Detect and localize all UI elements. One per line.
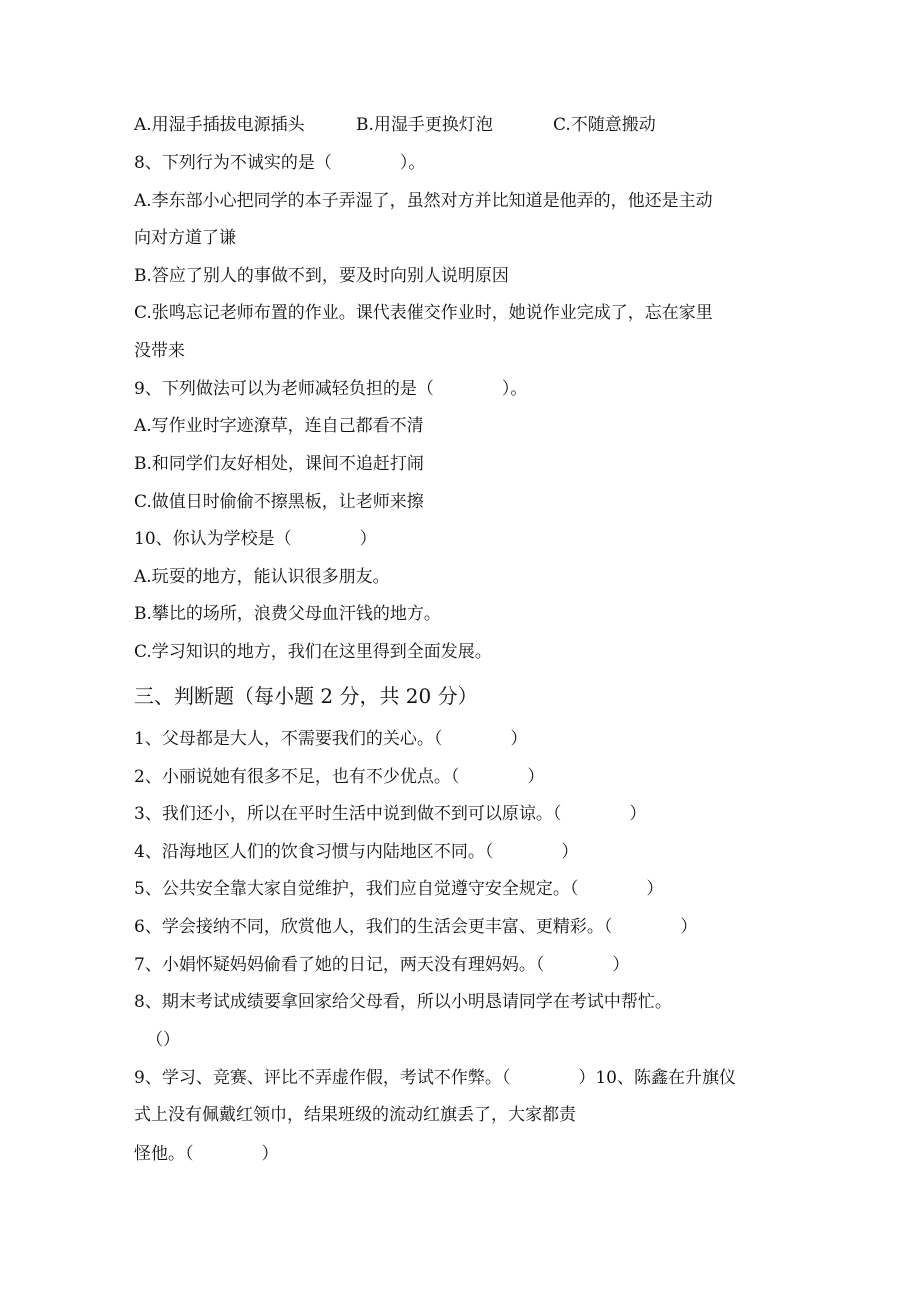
- q10-option-c: C.学习知识的地方，我们在这里得到全面发展。: [134, 642, 492, 662]
- judge-9-and-10-line1: 9、学习、竞赛、评比不弄虚作假，考试不作弊。（ ）10、陈鑫在升旗仪: [134, 1068, 736, 1088]
- q7-option-a: A.用湿手插拔电源插头: [134, 115, 305, 135]
- judge-6: 6、学会接纳不同，欣赏他人，我们的生活会更丰富、更精彩。（ ）: [134, 917, 698, 937]
- section-3-heading: 三、判断题（每小题 2 分，共 20 分）: [134, 684, 478, 708]
- judge-1: 1、父母都是大人，不需要我们的关心。（ ）: [134, 729, 528, 749]
- q9-option-b: B.和同学们友好相处，课间不追赶打闹: [134, 454, 424, 474]
- q7-option-b: B.用湿手更换灯泡: [356, 115, 493, 135]
- q9-option-c: C.做值日时偷偷不擦黑板，让老师来擦: [134, 492, 424, 512]
- judge-3: 3、我们还小，所以在平时生活中说到做不到可以原谅。（ ）: [134, 804, 647, 824]
- q7-option-c: C.不随意搬动: [553, 115, 656, 135]
- q10-option-a: A.玩耍的地方，能认识很多朋友。: [134, 567, 390, 587]
- q9-option-a: A.写作业时字迹潦草，连自己都看不清: [134, 416, 424, 436]
- judge-10-line3: 怪他。（ ）: [134, 1144, 279, 1164]
- q8-option-c-line2: 没带来: [134, 341, 185, 361]
- question-10: 10、你认为学校是（ ）: [134, 529, 377, 549]
- q8-option-a-line1: A.李东部小心把同学的本子弄湿了，虽然对方并比知道是他弄的，他还是主动: [134, 191, 713, 211]
- judge-4: 4、沿海地区人们的饮食习惯与内陆地区不同。（ ）: [134, 842, 579, 862]
- judge-8-blank: （）: [146, 1030, 180, 1050]
- q10-option-b: B.攀比的场所，浪费父母血汗钱的地方。: [134, 604, 441, 624]
- question-8: 8、下列行为不诚实的是（ ）。: [134, 153, 426, 173]
- judge-8: 8、期末考试成绩要拿回家给父母看，所以小明恳请同学在考试中帮忙。: [134, 992, 672, 1012]
- judge-7: 7、小娟怀疑妈妈偷看了她的日记，两天没有理妈妈。（ ）: [134, 955, 630, 975]
- q8-option-b: B.答应了别人的事做不到，要及时向别人说明原因: [134, 266, 509, 286]
- judge-5: 5、公共安全靠大家自觉维护，我们应自觉遵守安全规定。（ ）: [134, 879, 664, 899]
- q8-option-c-line1: C.张鸣忘记老师布置的作业。课代表催交作业时，她说作业完成了，忘在家里: [134, 303, 713, 323]
- q8-option-a-line2: 向对方道了谦: [134, 228, 236, 248]
- judge-10-line2: 式上没有佩戴红领巾，结果班级的流动红旗丢了，大家都责: [134, 1105, 576, 1125]
- question-9: 9、下列做法可以为老师减轻负担的是（ ）。: [134, 379, 528, 399]
- judge-2: 2、小丽说她有很多不足，也有不少优点。（ ）: [134, 767, 545, 787]
